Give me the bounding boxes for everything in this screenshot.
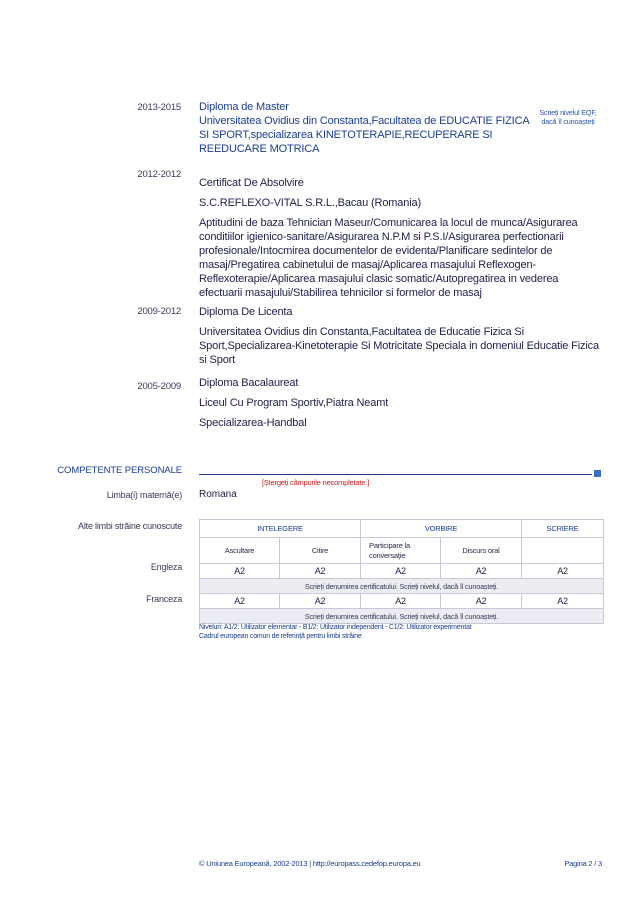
- mother-tongue-value: Romana: [199, 489, 237, 500]
- level-cell: A2: [280, 564, 361, 579]
- education-entry: [199, 305, 599, 373]
- subheader-listening: Ascultare: [200, 538, 280, 564]
- level-cell: A2: [441, 564, 522, 579]
- qualification-title: Diploma de Master: [199, 101, 289, 113]
- institution-text: S.C.REFLEXO-VITAL S.R.L.,Bacau (Romania): [199, 197, 422, 209]
- table-header-row: [200, 520, 604, 538]
- footer-copyright-link[interactable]: © Uniunea Europeană, 2002-2013 | http://europass.cedefop.europa.eu: [199, 859, 421, 868]
- education-entry: [199, 100, 539, 156]
- subheader-reading: Citire: [280, 538, 361, 564]
- page-number: Pagina 2 / 3: [564, 859, 602, 868]
- certificate-note: Scrieți denumirea certificatului. Scrieți nivelul, dacă îl cunoașteți.: [200, 579, 604, 594]
- level-cell: A2: [522, 594, 604, 609]
- qualification-title: Certificat De Absolvire: [199, 177, 304, 189]
- education-entry: [199, 376, 539, 436]
- subheader-interaction: Participare la conversaţie: [361, 538, 441, 564]
- eqf-level-note: Scrieți nivelul EQF, dacă îl cunoașteți: [539, 108, 597, 126]
- subheader-production: Discurs oral: [441, 538, 522, 564]
- certificate-row: [200, 609, 604, 624]
- education-date: 2005-2009: [137, 381, 181, 392]
- table-row: [200, 564, 604, 579]
- level-cell: A2: [280, 594, 361, 609]
- institution-text: Universitatea Ovidius din Constanta,Facultatea de EDUCATIE FIZICA SI SPORT,specializarea KINETOTERAPIE,RECUPERARE SI REEDUCARE MOTRICA: [199, 115, 529, 155]
- level-cell: A2: [361, 594, 441, 609]
- skills-text: Aptitudini de baza Tehnician Maseur/Comunicarea la locul de munca/Asigurarea conditiilor igienico-sanitare/Asigurarea N.P.M si P.S.I/Asigurarea perfectionarii profesionale/Intocmirea documentelor de evidenta/Planificare sedintelor de masaj/Pregatirea cabinetului de masaj/Aplicarea masajului Reflexogen-Reflexoterapie/Aplicarea masajului clasic somatic/Autopregatirea in vederea efectuarii masajului/Stabilirea tehnicilor si formelor de masaj: [199, 217, 578, 299]
- specialization-text: Specializarea-Handbal: [199, 417, 307, 429]
- levels-legend: [199, 623, 603, 641]
- other-languages-label: Alte limbi străine cunoscute: [78, 521, 182, 531]
- header-understanding: INTELEGERE: [200, 520, 361, 538]
- level-cell: A2: [200, 564, 280, 579]
- subheader-writing-empty: [522, 538, 604, 564]
- section-marker-icon: [594, 470, 601, 477]
- language-name: Engleza: [150, 562, 182, 572]
- mother-tongue-label: Limba(i) maternă(e): [106, 490, 182, 500]
- education-entry: [199, 176, 599, 306]
- delete-empty-fields-note: [Ștergeți câmpurile necompletate.]: [262, 478, 370, 487]
- levels-legend-line: Niveluri: A1/2: Utilizator elementar - B1/2: Utilizator independent - C1/2: Utilizator experimentat: [199, 624, 472, 631]
- institution-text: Universitatea Ovidius din Constanta,Facultatea de Educatie Fizica Si Sport,Specializarea-Kinetoterapie Si Motricitate Speciala in domeniul Educatie Fizica si Sport: [199, 326, 599, 366]
- level-cell: A2: [200, 594, 280, 609]
- education-date: 2012-2012: [137, 169, 181, 180]
- section-title-personal-competences: COMPETENTE PERSONALE: [57, 465, 182, 476]
- level-cell: A2: [361, 564, 441, 579]
- level-cell: A2: [522, 564, 604, 579]
- section-divider: [199, 474, 592, 475]
- certificate-note: Scrieți denumirea certificatului. Scrieți nivelul, dacă îl cunoașteți.: [200, 609, 604, 624]
- certificate-row: [200, 579, 604, 594]
- table-row: [200, 594, 604, 609]
- table-subheader-row: [200, 538, 604, 564]
- cefr-link[interactable]: Cadrul european comun de referință pentru limbi străine: [199, 633, 362, 640]
- education-date: 2013-2015: [137, 102, 181, 113]
- language-name: Franceza: [146, 594, 182, 604]
- qualification-title: Diploma De Licenta: [199, 306, 293, 318]
- education-date: 2009-2012: [137, 306, 181, 317]
- language-skills-table: [199, 519, 604, 624]
- header-writing: SCRIERE: [522, 520, 604, 538]
- level-cell: A2: [441, 594, 522, 609]
- qualification-title: Diploma Bacalaureat: [199, 377, 299, 389]
- institution-text: Liceul Cu Program Sportiv,Piatra Neamt: [199, 397, 389, 409]
- header-speaking: VORBIRE: [361, 520, 522, 538]
